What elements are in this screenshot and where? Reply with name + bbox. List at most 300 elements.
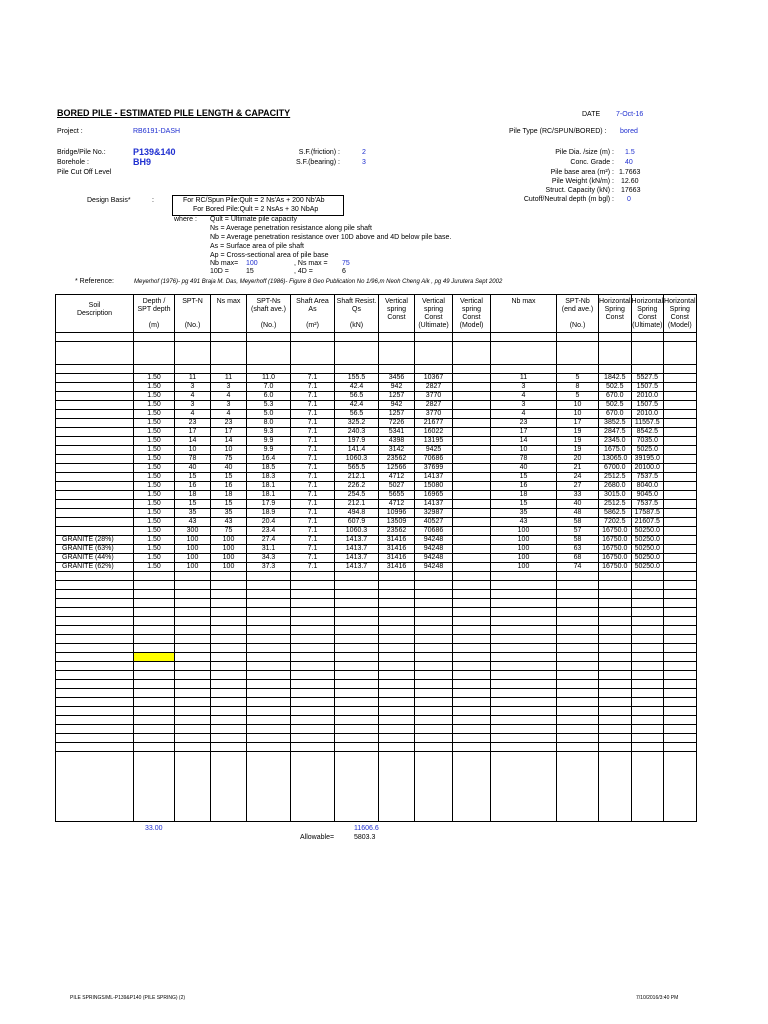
empty-row bbox=[56, 572, 697, 581]
table-row bbox=[56, 491, 697, 500]
table-cell bbox=[56, 482, 134, 491]
table-cell bbox=[664, 671, 697, 680]
table-cell bbox=[453, 617, 491, 626]
table-cell bbox=[211, 698, 247, 707]
table-cell: 43 bbox=[211, 518, 247, 527]
table-cell bbox=[379, 716, 415, 725]
table-cell: 9.9 bbox=[247, 446, 291, 455]
table-cell bbox=[415, 617, 453, 626]
table-cell: 5025.0 bbox=[631, 446, 664, 455]
table-cell bbox=[415, 608, 453, 617]
table-cell: 3 bbox=[491, 401, 557, 410]
table-cell bbox=[631, 707, 664, 716]
cutoff-depth-label: Cutoff/Neutral depth (m bgl) : bbox=[523, 196, 614, 203]
table-cell bbox=[664, 563, 697, 572]
table-cell: 24 bbox=[557, 473, 599, 482]
table-cell bbox=[379, 689, 415, 698]
table-cell: 100 bbox=[211, 563, 247, 572]
table-cell bbox=[56, 626, 134, 635]
table-cell: 21 bbox=[557, 464, 599, 473]
table-cell bbox=[631, 662, 664, 671]
table-cell bbox=[599, 671, 632, 680]
table-cell bbox=[134, 671, 175, 680]
where-line: Ns = Average penetration resistance along pile shaft bbox=[210, 225, 372, 232]
table-cell: 15 bbox=[175, 500, 211, 509]
table-cell bbox=[211, 635, 247, 644]
table-cell bbox=[415, 680, 453, 689]
empty-row bbox=[56, 698, 697, 707]
table-cell: 20.4 bbox=[247, 518, 291, 527]
table-cell bbox=[211, 333, 247, 342]
table-cell: 1413.7 bbox=[335, 536, 379, 545]
table-cell bbox=[453, 392, 491, 401]
table-cell bbox=[379, 608, 415, 617]
table-cell: 4 bbox=[175, 392, 211, 401]
table-cell: 5 bbox=[557, 392, 599, 401]
table-cell bbox=[631, 617, 664, 626]
table-cell bbox=[56, 428, 134, 437]
table-cell bbox=[453, 455, 491, 464]
table-cell bbox=[631, 590, 664, 599]
table-cell bbox=[335, 342, 379, 365]
table-cell: 20100.0 bbox=[631, 464, 664, 473]
table-cell: 1.50 bbox=[134, 473, 175, 482]
project-label: Project : bbox=[57, 128, 83, 135]
table-cell bbox=[664, 626, 697, 635]
table-cell bbox=[134, 680, 175, 689]
table-cell bbox=[664, 599, 697, 608]
table-cell: 1.50 bbox=[134, 563, 175, 572]
d4-value: 6 bbox=[342, 268, 346, 275]
table-cell: 75 bbox=[211, 527, 247, 536]
table-cell bbox=[415, 725, 453, 734]
table-cell bbox=[56, 716, 134, 725]
table-cell bbox=[134, 743, 175, 752]
table-cell bbox=[557, 716, 599, 725]
table-cell bbox=[631, 752, 664, 822]
table-cell: 7.1 bbox=[291, 383, 335, 392]
table-cell: 10 bbox=[557, 410, 599, 419]
table-cell: 70686 bbox=[415, 527, 453, 536]
table-cell bbox=[335, 716, 379, 725]
table-cell: 7.1 bbox=[291, 464, 335, 473]
table-cell bbox=[247, 581, 291, 590]
table-cell: 15080 bbox=[415, 482, 453, 491]
table-cell: 40 bbox=[491, 464, 557, 473]
where-label: where : bbox=[174, 216, 197, 223]
table-cell bbox=[56, 599, 134, 608]
table-cell: 7.1 bbox=[291, 527, 335, 536]
table-cell: 4 bbox=[175, 410, 211, 419]
table-cell: 7202.5 bbox=[599, 518, 632, 527]
table-cell: 31416 bbox=[379, 563, 415, 572]
table-cell: 16750.0 bbox=[599, 536, 632, 545]
empty-row bbox=[56, 608, 697, 617]
table-cell: 1.50 bbox=[134, 527, 175, 536]
table-cell: 21607.5 bbox=[631, 518, 664, 527]
table-cell: 50250.0 bbox=[631, 527, 664, 536]
table-cell bbox=[664, 482, 697, 491]
table-cell: 74 bbox=[557, 563, 599, 572]
table-cell bbox=[557, 734, 599, 743]
table-cell: 100 bbox=[491, 545, 557, 554]
table-cell bbox=[599, 653, 632, 662]
table-cell bbox=[134, 626, 175, 635]
table-cell bbox=[56, 419, 134, 428]
table-cell bbox=[664, 446, 697, 455]
table-cell: 7.1 bbox=[291, 491, 335, 500]
design-basis-label: Design Basis* bbox=[87, 197, 131, 204]
table-cell bbox=[291, 698, 335, 707]
table-cell bbox=[291, 716, 335, 725]
table-row bbox=[56, 509, 697, 518]
table-cell bbox=[599, 662, 632, 671]
table-cell bbox=[134, 572, 175, 581]
empty-row bbox=[56, 662, 697, 671]
table-cell: 4 bbox=[211, 410, 247, 419]
table-cell bbox=[291, 572, 335, 581]
table-cell bbox=[134, 333, 175, 342]
table-cell bbox=[415, 333, 453, 342]
table-cell bbox=[599, 725, 632, 734]
table-cell: 6.0 bbox=[247, 392, 291, 401]
table-cell bbox=[631, 644, 664, 653]
table-cell: 18.5 bbox=[247, 464, 291, 473]
table-cell bbox=[599, 752, 632, 822]
table-cell bbox=[664, 707, 697, 716]
table-cell bbox=[379, 752, 415, 822]
table-cell bbox=[291, 662, 335, 671]
table-row bbox=[56, 527, 697, 536]
table-row bbox=[56, 563, 697, 572]
table-header-row bbox=[56, 295, 697, 333]
table-cell: 5341 bbox=[379, 428, 415, 437]
header-shaft-resist: Shaft Resist. Qs (kN) bbox=[335, 295, 379, 333]
table-cell bbox=[291, 734, 335, 743]
table-cell bbox=[247, 365, 291, 374]
where-line: Ap = Cross-sectional area of pile base bbox=[210, 252, 329, 259]
table-cell bbox=[664, 653, 697, 662]
table-cell bbox=[415, 734, 453, 743]
table-cell bbox=[491, 662, 557, 671]
table-cell bbox=[453, 563, 491, 572]
spacer-row bbox=[56, 752, 697, 822]
table-cell bbox=[664, 689, 697, 698]
header-spt-nb: SPT-Nb (end ave.) (No.) bbox=[557, 295, 599, 333]
table-cell: 1675.0 bbox=[599, 446, 632, 455]
table-cell bbox=[453, 581, 491, 590]
table-cell bbox=[335, 599, 379, 608]
table-cell: 37.3 bbox=[247, 563, 291, 572]
table-cell bbox=[415, 707, 453, 716]
table-cell: 254.5 bbox=[335, 491, 379, 500]
table-cell: 1.50 bbox=[134, 437, 175, 446]
table-cell: 7.1 bbox=[291, 563, 335, 572]
table-cell: 1.50 bbox=[134, 518, 175, 527]
conc-grade-label: Conc. Grade : bbox=[570, 159, 614, 166]
table-cell bbox=[247, 680, 291, 689]
table-row bbox=[56, 446, 697, 455]
table-cell: 70686 bbox=[415, 455, 453, 464]
empty-row bbox=[56, 671, 697, 680]
table-row bbox=[56, 482, 697, 491]
table-cell: 94248 bbox=[415, 545, 453, 554]
table-cell: 17 bbox=[491, 428, 557, 437]
table-cell: 1.50 bbox=[134, 383, 175, 392]
table-cell: 8 bbox=[557, 383, 599, 392]
table-cell bbox=[56, 527, 134, 536]
table-cell: 7537.5 bbox=[631, 473, 664, 482]
table-cell bbox=[664, 572, 697, 581]
table-row bbox=[56, 419, 697, 428]
table-cell: 100 bbox=[175, 554, 211, 563]
table-cell: 50250.0 bbox=[631, 545, 664, 554]
table-cell bbox=[247, 689, 291, 698]
d10-value: 15 bbox=[246, 268, 254, 275]
table-cell bbox=[291, 707, 335, 716]
table-cell: 4398 bbox=[379, 437, 415, 446]
table-cell: 40 bbox=[175, 464, 211, 473]
table-cell bbox=[291, 365, 335, 374]
table-cell: 7.1 bbox=[291, 545, 335, 554]
table-cell: 4 bbox=[491, 410, 557, 419]
table-cell bbox=[211, 752, 247, 822]
spacer-row bbox=[56, 365, 697, 374]
table-cell bbox=[175, 617, 211, 626]
table-cell bbox=[664, 545, 697, 554]
empty-row bbox=[56, 725, 697, 734]
table-cell bbox=[175, 572, 211, 581]
table-cell bbox=[631, 680, 664, 689]
table-cell bbox=[491, 599, 557, 608]
table-cell: 3 bbox=[491, 383, 557, 392]
table-cell bbox=[247, 734, 291, 743]
borehole-value: BH9 bbox=[133, 157, 152, 167]
table-cell: 9045.0 bbox=[631, 491, 664, 500]
table-cell: 7.0 bbox=[247, 383, 291, 392]
table-cell bbox=[557, 671, 599, 680]
table-cell bbox=[247, 653, 291, 662]
table-cell: 2512.5 bbox=[599, 500, 632, 509]
table-cell: 43 bbox=[175, 518, 211, 527]
table-row bbox=[56, 518, 697, 527]
table-row bbox=[56, 437, 697, 446]
table-cell bbox=[56, 518, 134, 527]
table-cell bbox=[664, 662, 697, 671]
table-cell: 94248 bbox=[415, 554, 453, 563]
bridge-label: Bridge/Pile No.: bbox=[57, 149, 106, 156]
table-cell: 7.1 bbox=[291, 401, 335, 410]
table-cell: 7.1 bbox=[291, 518, 335, 527]
table-cell bbox=[453, 401, 491, 410]
table-cell bbox=[664, 473, 697, 482]
table-row bbox=[56, 545, 697, 554]
table-cell bbox=[134, 644, 175, 653]
table-cell bbox=[664, 743, 697, 752]
page-title: BORED PILE - ESTIMATED PILE LENGTH & CAPACITY bbox=[57, 108, 291, 118]
table-cell: 100 bbox=[211, 536, 247, 545]
table-cell bbox=[599, 365, 632, 374]
table-cell bbox=[134, 590, 175, 599]
design-basis-colon: : bbox=[152, 197, 154, 204]
table-cell bbox=[291, 725, 335, 734]
table-cell bbox=[491, 743, 557, 752]
table-cell: 13509 bbox=[379, 518, 415, 527]
header-vertical-spring-ultimate: Vertical spring Const (Ultimate) bbox=[415, 295, 453, 333]
table-cell bbox=[211, 572, 247, 581]
table-cell: 7.1 bbox=[291, 536, 335, 545]
table-cell bbox=[211, 626, 247, 635]
table-cell bbox=[175, 752, 211, 822]
table-cell bbox=[335, 689, 379, 698]
table-cell: 1.50 bbox=[134, 401, 175, 410]
table-cell bbox=[56, 581, 134, 590]
table-cell bbox=[175, 365, 211, 374]
table-cell: 3 bbox=[175, 401, 211, 410]
table-cell: 8542.5 bbox=[631, 428, 664, 437]
table-cell bbox=[664, 333, 697, 342]
table-cell bbox=[415, 689, 453, 698]
table-cell: 15 bbox=[211, 473, 247, 482]
table-cell bbox=[631, 333, 664, 342]
table-cell bbox=[247, 698, 291, 707]
table-cell bbox=[453, 608, 491, 617]
table-cell bbox=[664, 590, 697, 599]
table-cell bbox=[211, 707, 247, 716]
table-cell bbox=[247, 635, 291, 644]
table-cell bbox=[557, 599, 599, 608]
table-cell bbox=[211, 342, 247, 365]
table-row bbox=[56, 410, 697, 419]
table-cell: 10367 bbox=[415, 374, 453, 383]
table-cell: 4 bbox=[491, 392, 557, 401]
table-cell bbox=[335, 590, 379, 599]
table-cell: 14137 bbox=[415, 500, 453, 509]
d10-label: 10D = bbox=[210, 268, 229, 275]
table-cell bbox=[631, 599, 664, 608]
table-cell bbox=[453, 698, 491, 707]
table-cell bbox=[379, 680, 415, 689]
table-cell: 23.4 bbox=[247, 527, 291, 536]
table-cell: 75 bbox=[211, 455, 247, 464]
table-cell bbox=[491, 671, 557, 680]
table-cell: 7.1 bbox=[291, 410, 335, 419]
table-cell: 1.50 bbox=[134, 419, 175, 428]
table-cell bbox=[56, 333, 134, 342]
table-cell bbox=[211, 617, 247, 626]
table-cell: 94248 bbox=[415, 536, 453, 545]
date-value: 7-Oct-16 bbox=[616, 111, 644, 118]
table-cell bbox=[247, 626, 291, 635]
table-cell: 35 bbox=[491, 509, 557, 518]
table-cell: 100 bbox=[491, 536, 557, 545]
table-cell bbox=[175, 734, 211, 743]
table-cell bbox=[291, 653, 335, 662]
table-cell: 502.5 bbox=[599, 401, 632, 410]
footer-timestamp: 7/10/2016/3:40 PM bbox=[636, 995, 679, 1001]
table-cell: 8.0 bbox=[247, 419, 291, 428]
table-cell bbox=[247, 333, 291, 342]
table-cell: 7.1 bbox=[291, 374, 335, 383]
table-cell bbox=[291, 743, 335, 752]
table-row bbox=[56, 473, 697, 482]
table-cell: 39195.0 bbox=[631, 455, 664, 464]
table-cell: 100 bbox=[491, 554, 557, 563]
table-cell: 494.8 bbox=[335, 509, 379, 518]
empty-row bbox=[56, 590, 697, 599]
table-cell bbox=[247, 752, 291, 822]
table-cell bbox=[56, 509, 134, 518]
table-cell: 212.1 bbox=[335, 500, 379, 509]
table-cell bbox=[599, 626, 632, 635]
table-cell: 100 bbox=[491, 527, 557, 536]
table-cell bbox=[664, 644, 697, 653]
table-cell bbox=[599, 333, 632, 342]
table-cell bbox=[631, 365, 664, 374]
table-cell bbox=[557, 707, 599, 716]
table-cell: 12566 bbox=[379, 464, 415, 473]
table-cell: 1.50 bbox=[134, 482, 175, 491]
table-cell: 7035.0 bbox=[631, 437, 664, 446]
table-cell bbox=[175, 716, 211, 725]
table-cell bbox=[491, 608, 557, 617]
nb-max-value: 100 bbox=[246, 260, 258, 267]
table-cell bbox=[175, 644, 211, 653]
header-spt-n: SPT-N (No.) bbox=[175, 295, 211, 333]
ns-max-label: , Ns max = bbox=[294, 260, 328, 267]
table-cell bbox=[56, 401, 134, 410]
table-cell: 7.1 bbox=[291, 428, 335, 437]
table-cell bbox=[247, 743, 291, 752]
table-cell bbox=[415, 365, 453, 374]
table-cell bbox=[415, 752, 453, 822]
table-cell bbox=[56, 707, 134, 716]
table-cell bbox=[664, 365, 697, 374]
table-cell: 1257 bbox=[379, 410, 415, 419]
table-cell: 16022 bbox=[415, 428, 453, 437]
table-cell bbox=[599, 680, 632, 689]
header-depth: Depth / SPT depth (m) bbox=[134, 295, 175, 333]
cutoff-label: Pile Cut Off Level bbox=[57, 169, 112, 176]
table-cell: 16750.0 bbox=[599, 545, 632, 554]
total-depth: 33.00 bbox=[145, 825, 163, 832]
table-cell: 15 bbox=[211, 500, 247, 509]
table-cell bbox=[557, 743, 599, 752]
pile-weight-value: 12.60 bbox=[621, 178, 639, 185]
table-cell bbox=[664, 455, 697, 464]
table-cell bbox=[664, 635, 697, 644]
table-cell: 16 bbox=[491, 482, 557, 491]
table-cell: 3770 bbox=[415, 410, 453, 419]
table-cell bbox=[557, 572, 599, 581]
table-cell bbox=[453, 545, 491, 554]
table-cell: 14137 bbox=[415, 473, 453, 482]
table-cell bbox=[247, 342, 291, 365]
table-cell bbox=[631, 689, 664, 698]
table-cell bbox=[631, 572, 664, 581]
table-cell: GRANITE (28%) bbox=[56, 536, 134, 545]
table-cell bbox=[453, 464, 491, 473]
table-cell bbox=[453, 707, 491, 716]
table-cell bbox=[134, 342, 175, 365]
table-cell: 31416 bbox=[379, 536, 415, 545]
table-cell: 2010.0 bbox=[631, 392, 664, 401]
table-cell bbox=[291, 333, 335, 342]
table-cell: 7.1 bbox=[291, 554, 335, 563]
table-cell bbox=[247, 599, 291, 608]
table-cell bbox=[211, 365, 247, 374]
table-cell bbox=[557, 608, 599, 617]
